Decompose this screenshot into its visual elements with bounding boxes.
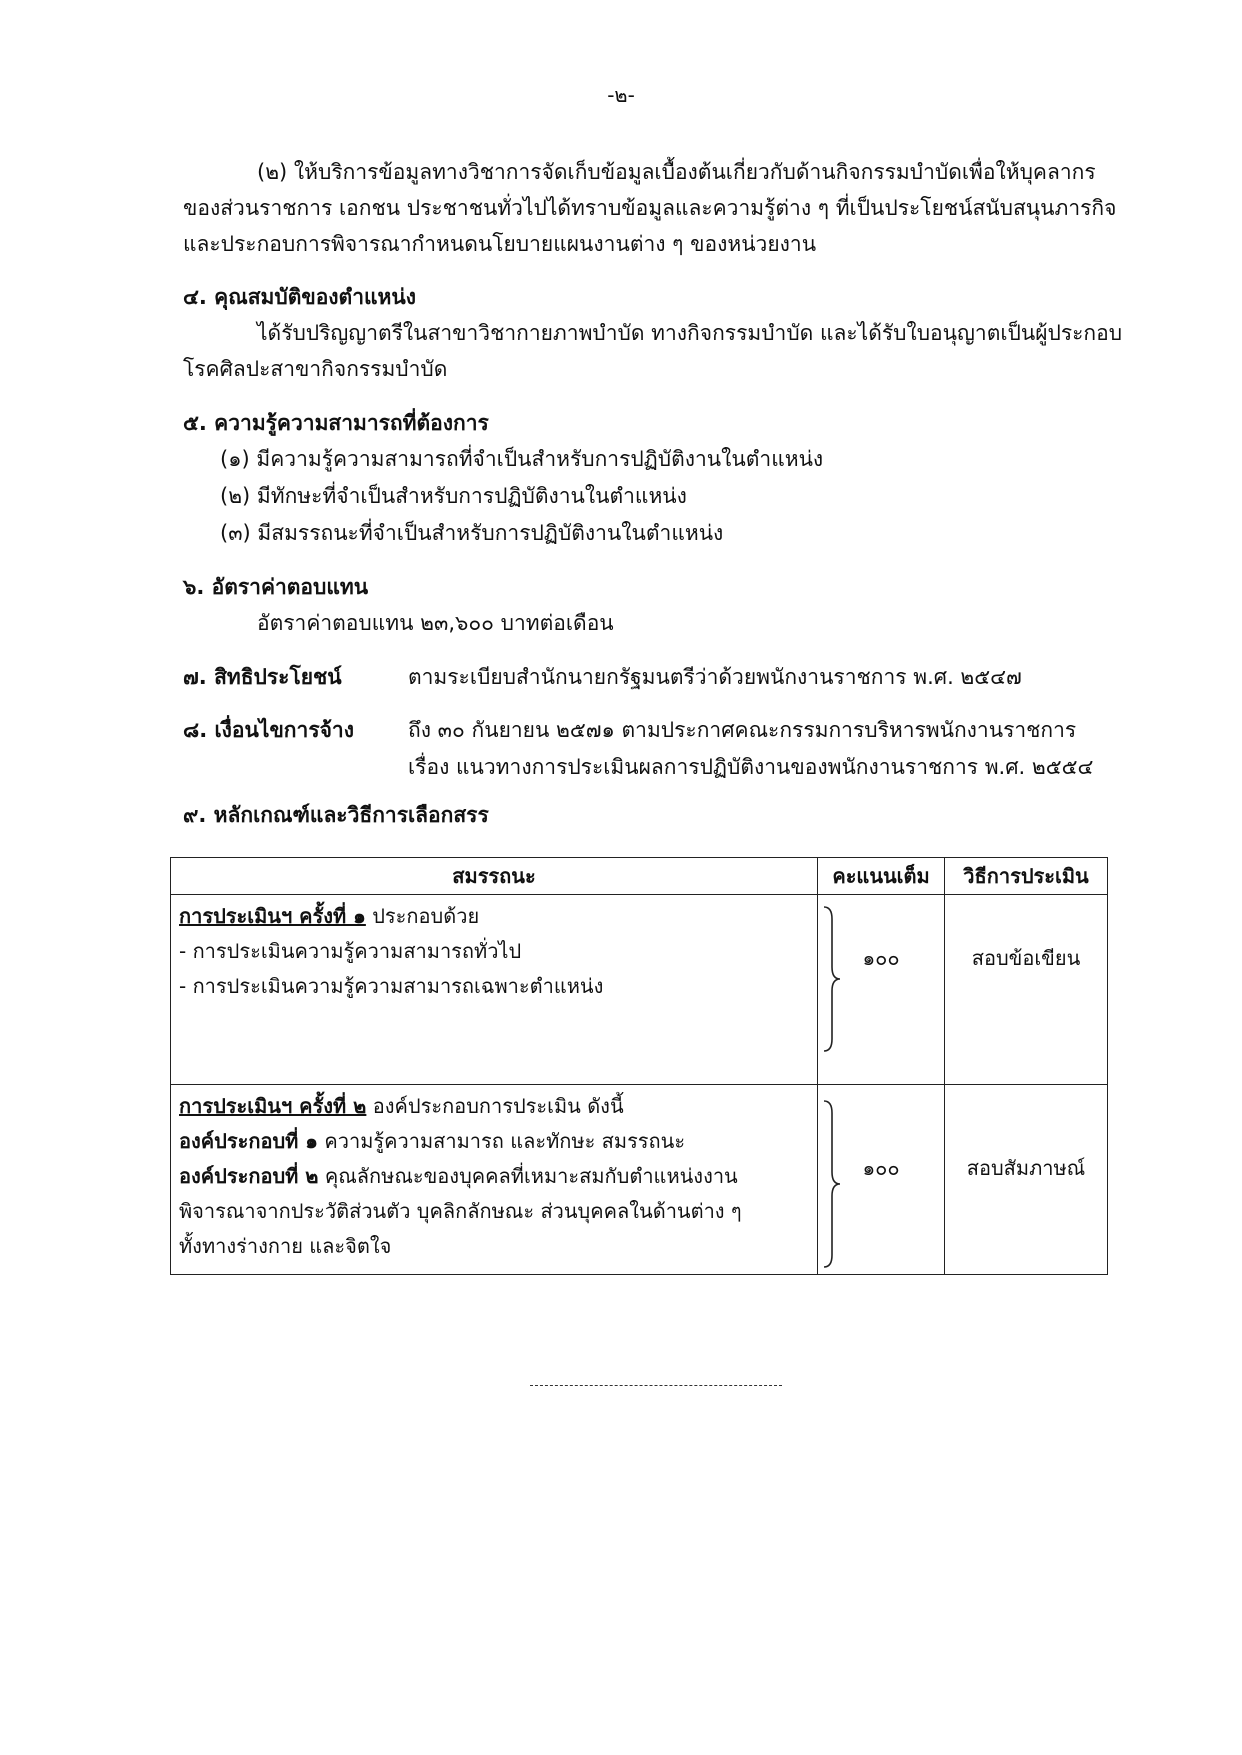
- section8-line1: ถึง ๓๐ กันยายน ๒๕๗๑ ตามประกาศคณะกรรมการบริหารพนักงานราชการ: [408, 718, 1077, 742]
- row1-line-1: - การประเมินความรู้ความสามารถทั่วไป: [179, 939, 522, 963]
- section5-item-3: (๓) มีสมรรถนะที่จำเป็นสำหรับการปฏิบัติงานในตำแหน่ง: [220, 521, 724, 545]
- row1-method-cell: [945, 895, 1108, 1085]
- row1-competency: [171, 895, 818, 1085]
- row2-method-cell: [945, 1085, 1108, 1275]
- row1-score: ๑๐๐: [862, 946, 900, 970]
- end-divider: [530, 1385, 782, 1386]
- section5-heading: ๕. ความรู้ความสามารถที่ต้องการ: [183, 411, 489, 435]
- section6-heading: ๖. อัตราค่าตอบแทน: [183, 575, 369, 599]
- row2-comp1-label: องค์ประกอบที่ ๑: [179, 1129, 318, 1153]
- row1-title: การประเมินฯ ครั้งที่ ๑: [179, 904, 366, 928]
- section5-item-2: (๒) มีทักษะที่จำเป็นสำหรับการปฏิบัติงานในตำแหน่ง: [220, 484, 687, 508]
- header-full-score: คะแนนเต็ม: [818, 858, 945, 895]
- para2-line2: ของส่วนราชการ เอกชน ประชาชนทั่วไปได้ทราบข้อมูลและความรู้ต่าง ๆ ที่เป็นประโยชน์สนับสนุนภารกิจ: [183, 196, 1117, 220]
- section8-heading: ๘. เงื่อนไขการจ้าง: [183, 718, 354, 742]
- selection-criteria-table: [170, 857, 1108, 1275]
- row1-method: สอบข้อเขียน: [971, 946, 1081, 970]
- section4-heading: ๔. คุณสมบัติของตำแหน่ง: [183, 285, 416, 309]
- row2-method: สอบสัมภาษณ์: [966, 1156, 1086, 1180]
- table-header-row: [171, 858, 1108, 895]
- row2-title: การประเมินฯ ครั้งที่ ๒: [179, 1094, 367, 1118]
- section7-body: ตามระเบียบสำนักนายกรัฐมนตรีว่าด้วยพนักงานราชการ พ.ศ. ๒๕๔๗: [408, 665, 1022, 689]
- brace-icon: [822, 905, 842, 1053]
- table-row: [171, 1085, 1108, 1275]
- section7-heading: ๗. สิทธิประโยชน์: [183, 665, 342, 689]
- page-number: -๒-: [607, 83, 635, 107]
- table-row: [171, 895, 1108, 1085]
- para2-line1: (๒) ให้บริการข้อมูลทางวิชาการจัดเก็บข้อมูลเบื้องต้นเกี่ยวกับด้านกิจกรรมบำบัดเพื่อให้บุคลากร: [257, 160, 1096, 184]
- row2-comp1-text: ความรู้ความสามารถ และทักษะ สมรรถนะ: [318, 1129, 686, 1153]
- section6-body: อัตราค่าตอบแทน ๒๓,๖๐๐ บาทต่อเดือน: [257, 611, 614, 635]
- row2-line-4: พิจารณาจากประวัติส่วนตัว บุคลิกลักษณะ ส่วนบุคคลในด้านต่าง ๆ: [179, 1199, 742, 1223]
- header-method: วิธีการประเมิน: [945, 858, 1108, 895]
- row2-score: ๑๐๐: [862, 1156, 900, 1180]
- section4-line1: ได้รับปริญญาตรีในสาขาวิชากายภาพบำบัด ทางกิจกรรมบำบัด และได้รับใบอนุญาตเป็นผู้ประกอบ: [257, 321, 1123, 345]
- section8-line2: เรื่อง แนวทางการประเมินผลการปฏิบัติงานของพนักงานราชการ พ.ศ. ๒๕๕๔: [408, 755, 1094, 779]
- row2-line-5: ทั้งทางร่างกาย และจิตใจ: [179, 1234, 392, 1258]
- section9-heading: ๙. หลักเกณฑ์และวิธีการเลือกสรร: [183, 803, 489, 827]
- row2-competency: [171, 1085, 818, 1275]
- row2-comp2-text: คุณลักษณะของบุคคลที่เหมาะสมกับตำแหน่งงาน: [318, 1164, 738, 1188]
- row2-score-cell: [818, 1085, 945, 1275]
- section4-line2: โรคศิลปะสาขากิจกรรมบำบัด: [183, 357, 448, 381]
- row2-comp2-label: องค์ประกอบที่ ๒: [179, 1164, 319, 1188]
- section5-item-1: (๑) มีความรู้ความสามารถที่จำเป็นสำหรับการปฏิบัติงานในตำแหน่ง: [220, 447, 824, 471]
- row2-title-rest: องค์ประกอบการประเมิน ดังนี้: [366, 1094, 624, 1118]
- row1-line-2: - การประเมินความรู้ความสามารถเฉพาะตำแหน่ง: [179, 974, 604, 998]
- row1-title-rest: ประกอบด้วย: [365, 904, 480, 928]
- row1-score-cell: [818, 895, 945, 1085]
- header-competency: สมรรถนะ: [171, 858, 818, 895]
- para2-line3: และประกอบการพิจารณากำหนดนโยบายแผนงานต่าง ๆ ของหน่วยงาน: [183, 232, 817, 256]
